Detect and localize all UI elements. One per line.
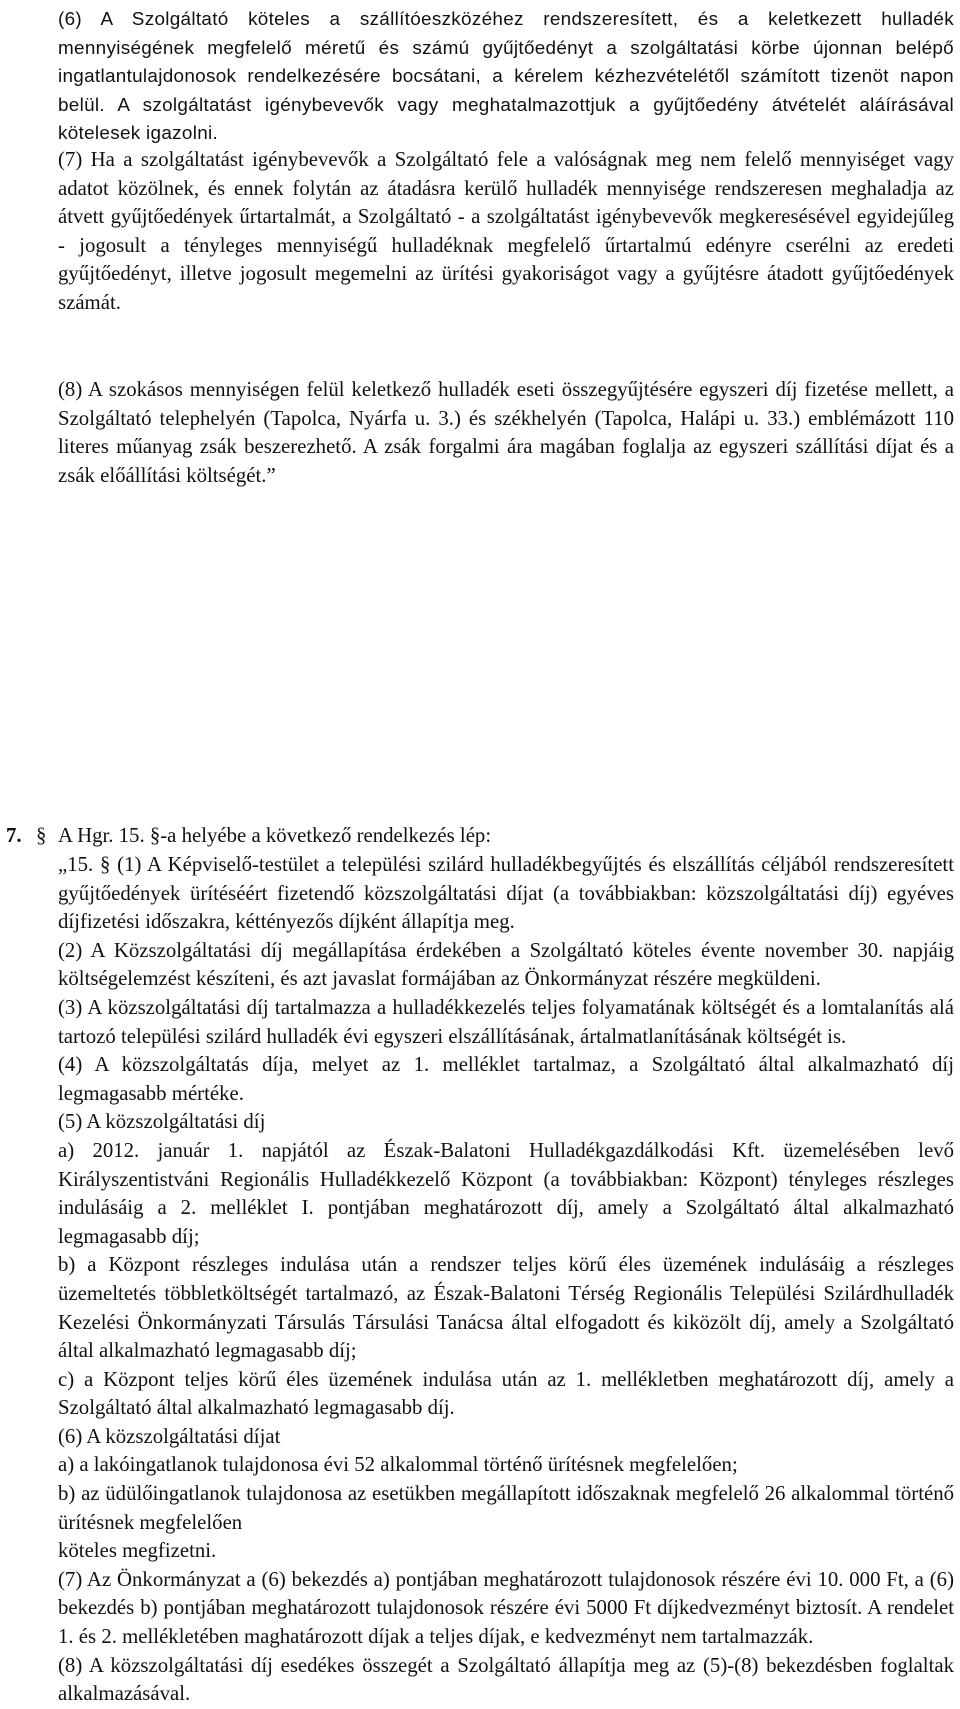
section-15-par-6b: b) az üdülőingatlanok tulajdonosa az esetükben megállapított időszaknak megfelelő 26 alkalommal történő ürítésnek megfelelően <box>58 1482 954 1534</box>
section-15-par-5a: a) 2012. január 1. napjától az Észak-Balatoni Hulladékgazdálkodási Kft. üzemelésében levő Királyszentistváni Regionális Hulladékkezelő Központ (a továbbiakban: Központ) tényleges részleges indulásáig a 2. melléklet I. pontjában meghatározott díj, amely a Szolgáltató által alkalmazható legmagasabb díj; <box>58 1138 954 1248</box>
item-number: 7. <box>6 824 22 847</box>
section-15-par-1: „15. § (1) A Képviselő-testület a települési szilárd hulladékbegyűjtés és elszállítás céljából rendszeresített gyűjtőedények ürítéséért fizetendő közszolgáltatási díjat (a továbbiakban: közszolgáltatási díj) egyéves díjfizetési időszakra, kéttényezős díjként állapítja meg. <box>58 853 954 934</box>
section-15-par-4: (4) A közszolgáltatás díja, melyet az 1. melléklet tartalmaz, a Szolgáltató által alkalmazható díj legmagasabb mértéke. <box>58 1053 954 1105</box>
section-15-par-2: (2) A Közszolgáltatási díj megállapítása érdekében a Szolgáltató köteles évente november 30. napjáig költségelemzést készíteni, és azt javaslat formájában az Önkormányzat részére megküldeni. <box>58 938 954 991</box>
section-15-par-6a: a) a lakóingatlanok tulajdonosa évi 52 alkalommal történő ürítésnek megfelelően; <box>58 1453 738 1477</box>
section-15-par-7: (7) Az Önkormányzat a (6) bekezdés a) pontjában meghatározott tulajdonosok részére évi 10. 000 Ft, a (6) bekezdés b) pontjában meghatározott tulajdonosok részére évi 5000 Ft díjkedvezményt biztosít. A rendelet 1. és 2. mellékletében maghatározott díjak a teljes díjak, e kedvezményt nem tartalmazzák. <box>58 1567 954 1649</box>
item-marker <box>0 822 58 851</box>
paragraph-8-text: (8) A szokásos mennyiségen felül keletkező hulladék eseti összegyűjtésére egyszeri díj fizetése mellett, a Szolgáltató telephelyén (Tapolca, Nyárfa u. 3.) és székhelyén (Tapolca, Halápi u. 33.) emblémázott 110 literes műanyag zsák beszerezhető. A zsák forgalmi ára magában foglalja az egyszeri szállítási díjat és a zsák előállítási költségét.” <box>58 378 954 487</box>
section-15-par-6-closing: köteles megfizetni. <box>58 1539 217 1563</box>
section-sign-icon: § <box>36 824 47 847</box>
paragraph-6-text: (6) A Szolgáltató köteles a szállítóeszközéhez rendszeresített, és a keletkezett hulladék mennyiségének megfelelő méretű és számú gyűjtőedényt a szolgáltatási körbe újonnan belépő ingatlantulajdonosok rendelkezésére bocsátani, a kérelem kézhezvételétől számított tizenöt napon belül. A szolgáltatást igénybevevők vagy meghatalmazottjuk a gyűjtőedény átvételét aláírásával kötelesek igazolni. <box>58 9 954 145</box>
section-15-par-6: (6) A közszolgáltatási díjat <box>58 1424 281 1448</box>
paragraph-7-text: (7) Ha a szolgáltatást igénybevevők a Szolgáltató fele a valóságnak meg nem felelő mennyiséget vagy adatot közölnek, és ennek folytán az átadásra kerülő hulladék mennyisége rendszeresen meghaladja az átvett gyűjtőedények űrtartalmát, a Szolgáltató - a szolgáltatást igénybevevők megkeresésével egyidejűleg - jogosult a tényleges mennyiségű hulladéknak megfelelő űrtartalmú edényre cserélni az eredeti gyűjtőedényt, illetve jogosult megemelni az ürítési gyakoriságot vagy a gyűjtésre átadott gyűjtőedények számát. <box>58 148 954 314</box>
section-15-par-5: (5) A közszolgáltatási díj <box>58 1110 266 1134</box>
paragraph-8 <box>58 376 954 490</box>
amendment-intro-text: A Hgr. 15. §-a helyébe a következő rendelkezés lép: <box>58 824 492 847</box>
section-15-par-5b: b) a Központ részleges indulása után a rendszer teljes körű éles üzemének indulásáig a részleges üzemeltetés többletköltségét tartalmazó, az Észak-Balatoni Térség Regionális Települési Szilárdhulladék Kezelési Önkormányzati Társulás Társulási Tanácsa által elfogadott és kiközölt díj, amely a Szolgáltató által alkalmazható legmagasabb díj; <box>58 1253 954 1363</box>
amendment-intro <box>58 822 954 851</box>
section-15 <box>58 851 954 1709</box>
section-15-par-3: (3) A közszolgáltatási díj tartalmazza a hulladékkezelés teljes folyamatának költségét és a lomtalanítás alá tartozó települési szilárd hulladék évi egyszeri elszállításának, ártalmatlanításának költségét is. <box>58 995 954 1048</box>
paragraph-6 <box>58 6 954 149</box>
section-15-par-5c: c) a Központ teljes körű éles üzemének indulása után az 1. mellékletben meghatározott díj, amely a Szolgáltató által alkalmazható legmagasabb díj. <box>58 1367 954 1420</box>
paragraph-7 <box>58 146 954 318</box>
section-15-par-8: (8) A közszolgáltatási díj esedékes összegét a Szolgáltató állapítja meg az (5)-(8) bekezdésben foglaltak alkalmazásával. <box>58 1653 954 1706</box>
